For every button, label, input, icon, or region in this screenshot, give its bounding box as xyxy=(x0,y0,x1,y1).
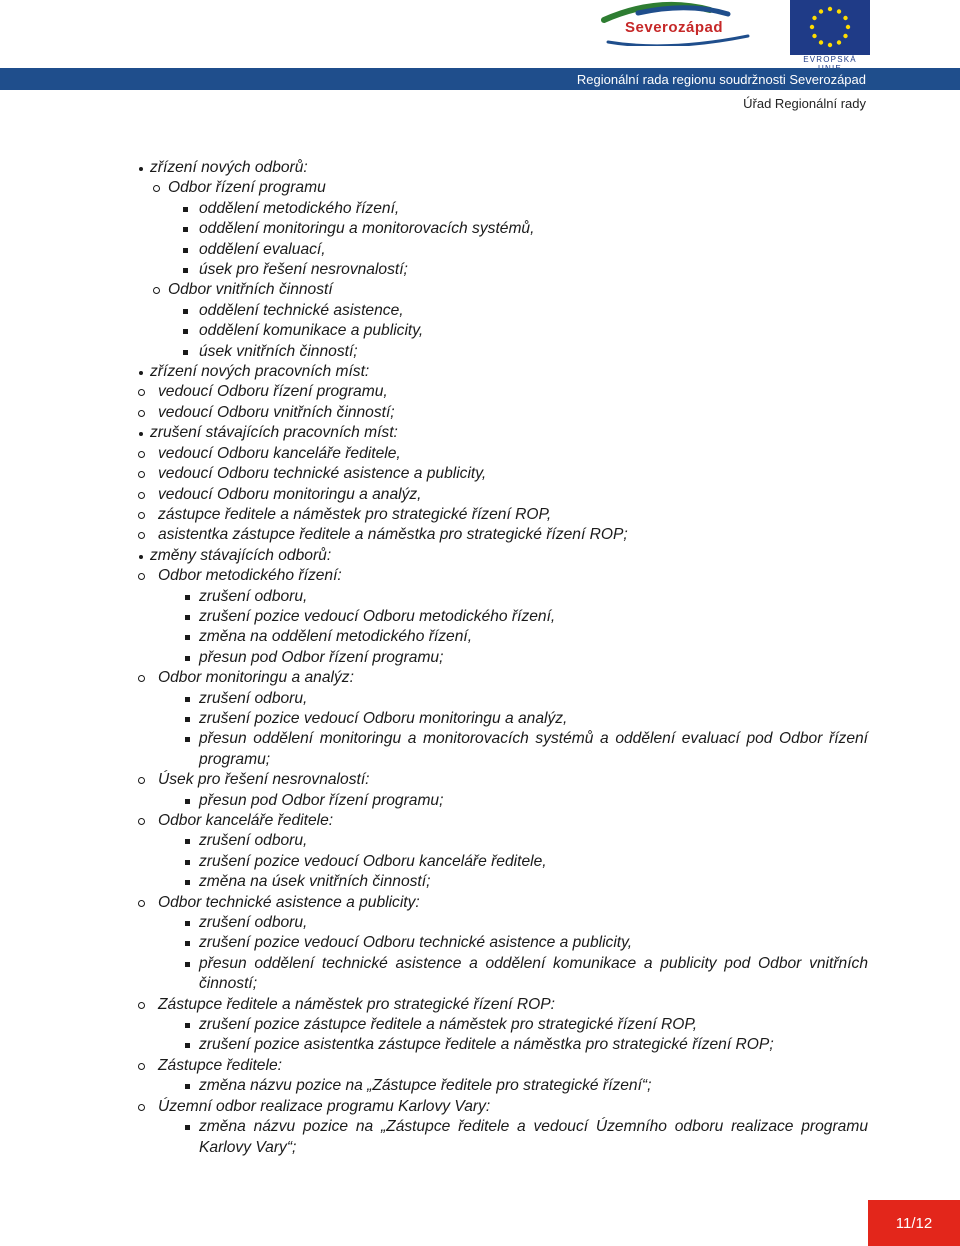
list-item-level-2: Zástupce ředitele: xyxy=(134,1056,868,1076)
list-item-level-2: vedoucí Odboru technické asistence a publicity, xyxy=(134,464,868,484)
list-item-level-2: Odbor technické asistence a publicity: xyxy=(134,893,868,913)
list-item-level-3: oddělení metodického řízení, xyxy=(134,199,868,219)
office-name: Úřad Regionální rady xyxy=(743,96,866,111)
list-item-level-3: oddělení monitoringu a monitorovacích systémů, xyxy=(134,219,868,239)
list-item-level-3: oddělení komunikace a publicity, xyxy=(134,321,868,341)
list-item-level-2: asistentka zástupce ředitele a náměstka pro strategické řízení ROP; xyxy=(134,525,868,545)
list-item-level-3: přesun oddělení monitoringu a monitorovacích systémů a oddělení evaluací pod Odbor řízení programu; xyxy=(134,729,868,770)
list-item-level-2: Odbor řízení programu xyxy=(134,178,868,198)
eu-flag-icon xyxy=(790,0,870,55)
list-item-level-3: zrušení odboru, xyxy=(134,913,868,933)
list-item-level-1: zrušení stávajících pracovních míst: xyxy=(134,423,868,443)
list-item-level-3: změna názvu pozice na „Zástupce ředitele pro strategické řízení“; xyxy=(134,1076,868,1096)
list-item-level-1: zřízení nových odborů: xyxy=(134,158,868,178)
list-item-level-3: změna názvu pozice na „Zástupce ředitele a vedoucí Územního odboru realizace programu Karlovy Vary“; xyxy=(134,1117,868,1158)
list-item-level-3: oddělení evaluací, xyxy=(134,240,868,260)
list-item-level-3: úsek vnitřních činností; xyxy=(134,342,868,362)
list-item-level-2: vedoucí Odboru vnitřních činností; xyxy=(134,403,868,423)
page-header xyxy=(0,0,960,120)
list-item-level-2: Zástupce ředitele a náměstek pro strategické řízení ROP: xyxy=(134,995,868,1015)
list-item-level-3: změna na oddělení metodického řízení, xyxy=(134,627,868,647)
list-item-level-3: zrušení pozice vedoucí Odboru technické asistence a publicity, xyxy=(134,933,868,953)
list-item-level-3: zrušení pozice asistentka zástupce ředitele a náměstka pro strategické řízení ROP; xyxy=(134,1035,868,1055)
list-item-level-2: Odbor metodického řízení: xyxy=(134,566,868,586)
council-name: Regionální rada regionu soudržnosti Severozápad xyxy=(576,72,866,87)
list-item-level-1: změny stávajících odborů: xyxy=(134,546,868,566)
list-item-level-2: Územní odbor realizace programu Karlovy Vary: xyxy=(134,1097,868,1117)
list-item-level-2: zástupce ředitele a náměstek pro strategické řízení ROP, xyxy=(134,505,868,525)
eu-label: EVROPSKÁ xyxy=(803,55,857,64)
header-bar xyxy=(0,68,960,90)
list-item-level-3: zrušení odboru, xyxy=(134,587,868,607)
list-item-level-3: zrušení odboru, xyxy=(134,831,868,851)
list-item-level-3: zrušení pozice vedoucí Odboru kanceláře ředitele, xyxy=(134,852,868,872)
list-item-level-2: Odbor monitoringu a analýz: xyxy=(134,668,868,688)
list-item-level-3: přesun pod Odbor řízení programu; xyxy=(134,648,868,668)
page-number: 11/12 xyxy=(868,1200,960,1246)
severozapad-logo xyxy=(598,0,776,46)
list-item-level-3: zrušení pozice zástupce ředitele a náměstek pro strategické řízení ROP, xyxy=(134,1015,868,1035)
list-item-level-3: změna na úsek vnitřních činností; xyxy=(134,872,868,892)
list-item-level-2: vedoucí Odboru monitoringu a analýz, xyxy=(134,485,868,505)
document-body xyxy=(134,158,868,1158)
logo-text: Severozápad xyxy=(625,19,724,36)
list-item-level-2: Úsek pro řešení nesrovnalostí: xyxy=(134,770,868,790)
list-item-level-2: Odbor kanceláře ředitele: xyxy=(134,811,868,831)
list-item-level-3: úsek pro řešení nesrovnalostí; xyxy=(134,260,868,280)
list-item-level-3: přesun oddělení technické asistence a oddělení komunikace a publicity pod Odbor vnitřních činností; xyxy=(134,954,868,995)
list-item-level-2: Odbor vnitřních činností xyxy=(134,280,868,300)
list-item-level-3: zrušení pozice vedoucí Odboru metodického řízení, xyxy=(134,607,868,627)
list-item-level-3: zrušení pozice vedoucí Odboru monitoringu a analýz, xyxy=(134,709,868,729)
list-item-level-3: oddělení technické asistence, xyxy=(134,301,868,321)
list-item-level-2: vedoucí Odboru řízení programu, xyxy=(134,382,868,402)
list-item-level-1: zřízení nových pracovních míst: xyxy=(134,362,868,382)
list-item-level-3: zrušení odboru, xyxy=(134,689,868,709)
list-item-level-2: vedoucí Odboru kanceláře ředitele, xyxy=(134,444,868,464)
list-item-level-3: přesun pod Odbor řízení programu; xyxy=(134,791,868,811)
